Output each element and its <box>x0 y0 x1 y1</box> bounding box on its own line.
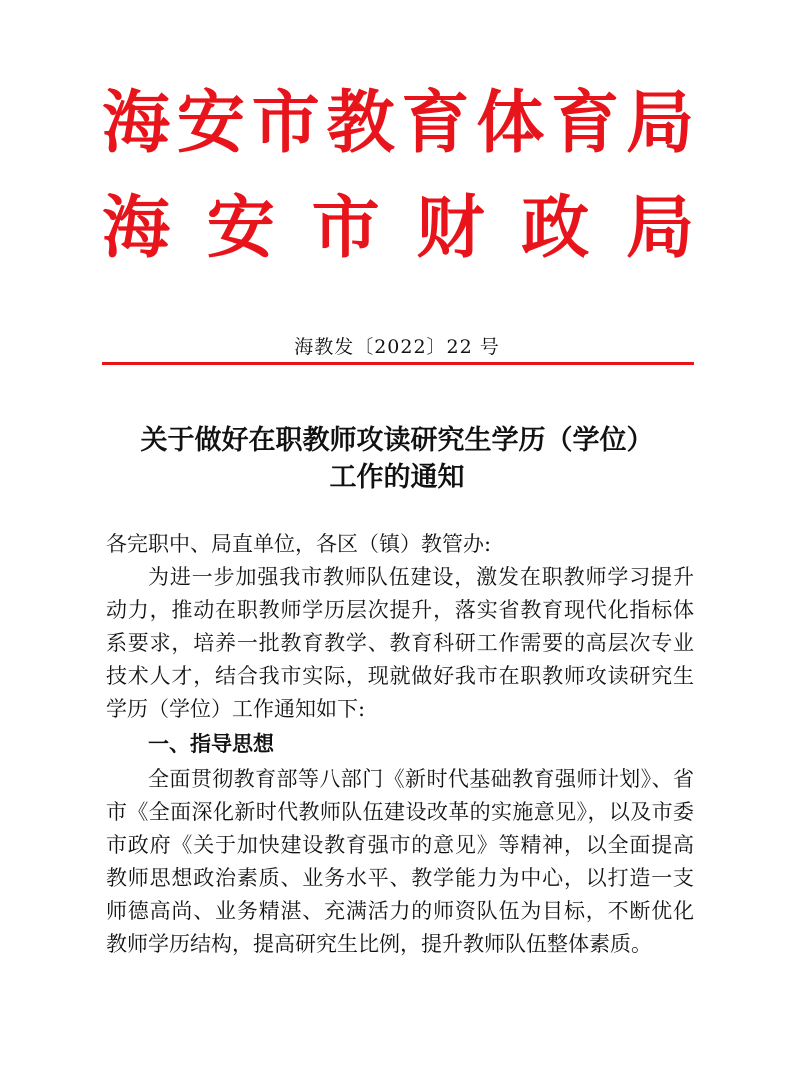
document-title-line-2: 工作的通知 <box>329 462 465 493</box>
letterhead-line-1: 海安市教育体育局 <box>102 83 694 163</box>
paragraph-2-line: 全面贯彻教育部等八部门《新时代基础教育强师计划》、省 <box>148 767 694 791</box>
paragraph-1-line: 学历（学位）工作通知如下: <box>106 697 366 721</box>
paragraph-2-line: 师德高尚、业务精湛、充满活力的师资队伍为目标，不断优化 <box>106 899 694 923</box>
red-divider <box>102 362 694 365</box>
letterhead-line-2: 海安市财政局 <box>102 188 694 268</box>
paragraph-1-line: 技术人才，结合我市实际，现就做好我市在职教师攻读研究生 <box>106 664 694 688</box>
section-heading: 一、指导思想 <box>148 732 274 756</box>
paragraph-1-line: 系要求，培养一批教育教学、教育科研工作需要的高层次专业 <box>106 631 694 655</box>
paragraph-2-line: 教师思想政治素质、业务水平、教学能力为中心，以打造一支 <box>106 866 694 890</box>
document-title-line-1: 关于做好在职教师攻读研究生学历（学位） <box>140 425 654 456</box>
paragraph-2-line: 市《全面深化新时代教师队伍建设改革的实施意见》，以及市委 <box>106 800 694 824</box>
salutation: 各完职中、局直单位，各区（镇）教管办: <box>106 532 492 556</box>
paragraph-2-line: 教师学历结构，提高研究生比例，提升教师队伍整体素质。 <box>106 932 652 956</box>
paragraph-2-line: 市政府《关于加快建设教育强市的意见》等精神，以全面提高 <box>106 833 694 857</box>
paragraph-1-line: 为进一步加强我市教师队伍建设，激发在职教师学习提升 <box>148 565 694 589</box>
paragraph-1-line: 动力，推动在职教师学历层次提升，落实省教育现代化指标体 <box>106 598 694 622</box>
document-number: 海教发〔2022〕22 号 <box>294 336 500 358</box>
